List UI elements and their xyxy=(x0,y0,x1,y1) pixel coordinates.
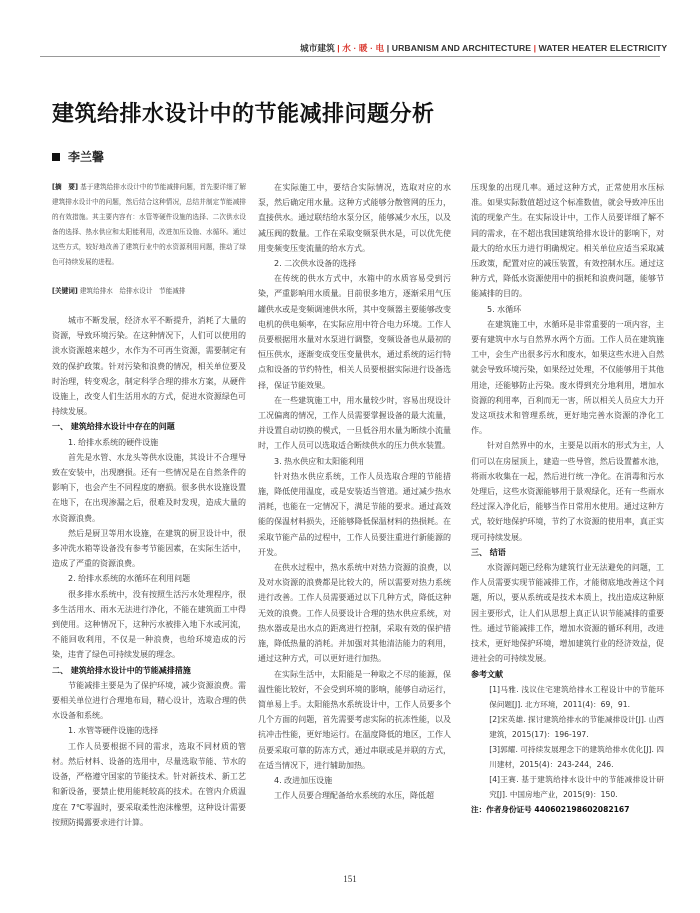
body-paragraph: 节能减排主要是为了保护环境，减少资源浪费。需要相关单位进行合理地布局，精心设计，选取合理的供水设备和系统。 xyxy=(52,680,246,721)
header-english-1: URBANISM AND ARCHITECTURE xyxy=(391,43,532,53)
body-paragraph: 首先是水管、水龙头等供水设施，其设计不合理导致在安装中，出现磨损。还有一些情况是在自然条件的影响下，也会产生不同程度的磨损。很多供水设施设置在地下，在出现渗漏之后，很难及时发现，造成大量的水资源浪费。 xyxy=(52,452,246,523)
subsection-heading: 2. 二次供水设备的选择 xyxy=(274,259,357,269)
keywords-text: 建筑给排水 给排水设计 节能减排 xyxy=(79,287,186,295)
square-bullet-icon xyxy=(52,153,60,161)
body-paragraph: 在建筑施工中，水循环是非常重要的一项内容，主要有建筑中水与自然界水两个方面。工作人员在建筑施工中，会生产出很多污水和废水，如果这些水进入自然就会导致环境污染，如果经过处理，不仅能够用于其他用途，还能够防止污染。废水得到充分地利用，增加水资源的利用率，百利而无一害，所以相关人员应大力开发这项技术和管理系统，更好地完善水资源的净化工作。 xyxy=(471,319,664,436)
body-paragraph: 城市不断发展，经济水平不断提升，消耗了大量的资源，导致环境污染。在这种情况下，人们可以使用的淡水资源越来越少，水作为不可再生资源，需要制定有效的保护政策。针对污染和浪费的情况，相关单位要及时治理，转变观念，制定科学合理的排水方案，从硬件设施上，改变人们生活用水的方式，促进水资源绿色可持续发展。 xyxy=(52,316,246,417)
reference-item: [1]马雅. 浅议住宅建筑给排水工程设计中的节能环保问题[J]. 北方环境，2011(4)：69，91. xyxy=(489,684,664,709)
header-separator: | xyxy=(337,43,340,53)
author-note: 注：作者身份证号 440602198602082167 xyxy=(471,804,630,814)
abstract-label: [摘 要] xyxy=(52,183,78,191)
references-heading: 参考文献 xyxy=(471,669,503,679)
column-3 xyxy=(471,180,664,817)
body-paragraph: 工作人员要根据不同的需求，选取不同材质的管材。然后材料、设备的选用中，尽量选取节能、节水的设备，严格遵守国家的节能技术。针对新技术、新工艺和新设备，要禁止使用能耗较高的技术。在管内介质温度在 7℃零温时，要采取柔性泡沫橡塑，这种设计需要按照防揭露要求进行计算。 xyxy=(52,741,246,827)
author-line xyxy=(52,148,104,165)
author-name: 李兰馨 xyxy=(68,150,105,164)
body-paragraph: 工作人员要合理配备给水系统的水压，降低超 xyxy=(274,791,434,801)
body-paragraph: 然后是厨卫等用水设施，在建筑的厨卫设计中，很多冲洗水箱等设备没有参考节能因素，在实际生活中，造成了严重的资源浪费。 xyxy=(52,528,246,569)
subsection-heading: 3. 热水供应和太阳能利用 xyxy=(274,456,365,466)
keywords xyxy=(52,284,246,299)
subsection-heading: 5. 水循环 xyxy=(487,304,522,314)
column-1-body xyxy=(52,313,246,830)
section-heading: 三、 结语 xyxy=(471,547,506,557)
body-paragraph: 很多排水系统中，没有按照生活污水处理程序，很多生活用水、雨水无法进行净化，不能在建筑面工中得到使用。这种情况下，这种污水被排入地下水或河流，不能回收利用，不仅是一种浪费，也给环境造成的污染，违背了绿色可持续发展的理念。 xyxy=(52,589,246,660)
section-heading: 一、 建筑给排水设计中存在的问题 xyxy=(52,422,175,432)
body-paragraph: 针对热水供应系统，工作人员选取合理的节能措施，降低使用温度，或是安装适当管道。通过减少热水消耗，也能在一定情况下，满足节能的要求。通过高效能的保温材料损失，还能够降低保温材料的热损耗。在采取节能产品的过程中，工作人员要注重进行新能源的开发。 xyxy=(258,471,451,557)
body-paragraph: 在实际生活中，太阳能是一种取之不尽的能源，保温性能比较好，不会受到环境的影响，能够自动运行，简单易上手。太阳能热水系统设计中，工作人员要多个几个方面的问题，首先需要考虑实际的抗冻性能，以及抗冲击性能，更好地运行。在温度降低的地区，工作人员要采取可靠的防冻方式，通过串联或是并联的方式，在适当情况下，进行辅助加热。 xyxy=(258,669,451,770)
body-paragraph: 在供水过程中，热水系统中对热力资源的浪费，以及对水资源的浪费都是比较大的，所以需要对热力系统进行改善。工作人员需要通过以下几种方式，降低这种无效的浪费。工作人员要设计合理的热水供应系统，对热水器或是出水点的距离进行控制，采取有效的保护措施，降低热量的消耗。并加强对其他清洁能力的利用，通过这种方式，可以更好进行加热。 xyxy=(258,563,451,664)
column-2 xyxy=(258,180,451,803)
section-heading: 二、 建筑给排水设计中的节能减排措施 xyxy=(52,665,191,675)
abstract xyxy=(52,180,246,270)
header-section: 城市建筑 xyxy=(300,43,335,53)
column-2-body xyxy=(258,180,451,803)
reference-item: [3]郭耀. 可持续发展理念下的建筑给排水优化[J]. 四川建材，2015(4)：243-244，246. xyxy=(489,744,664,769)
header-english-2: WATER HEATER ELECTRICITY xyxy=(538,43,668,53)
body-paragraph: 在传统的供水方式中，水箱中的水质容易受到污染，严重影响用水质量。目前很多地方，逐渐采用气压罐供水或是变频调速供水所，其中变频器主要能够改变电机的供电频率，在实际应用中符合电力环境。工作人员要根据用水量对水泵进行调整，变频设备也从最初的恒压供水，逐渐变成变压变量供水，通过系统的运行特点和设备的节约特性，相关人员要根据实际进行设备选择，保证节能效果。 xyxy=(258,274,451,390)
header-separator: | xyxy=(386,43,390,53)
subsection-heading: 4. 改进加压设施 xyxy=(274,775,333,785)
column-1 xyxy=(52,180,246,830)
subsection-heading: 1. 给排水系统的硬件设施 xyxy=(68,437,159,447)
abstract-text: 基于建筑给排水设计中的节能减排问题，首先要详细了解建筑排水设计中的问题，然后结合这种情况，总结并制定节能减排的有效措施。其主要内容有：水管等硬件设施的选择、二次供水设备的选择、热水供应和太阳能利用，改进加压设施、水循环。通过这些方式，较好地改善了建筑行业中的水资源利用问题，推动了绿色可持续发展的进程。 xyxy=(52,183,246,266)
body-paragraph: 水资源问题已经称为建筑行业无法避免的问题，工作人员需要实现节能减排工作，才能彻底地改善这个问题，所以，要从系统或是技术本质上，找出造成这种原因主要形式，让人们从思想上真正认识节能减排的重要性。通过节能减排工作，增加水资源的循环利用，改进技术，更好地保护环境，增加建筑行业的经济效益，促进社会的可持续发展。 xyxy=(471,563,664,664)
subsection-heading: 2. 给排水系统的水循环在利用问题 xyxy=(68,574,191,584)
body-paragraph: 在一些建筑施工中，用水量较少时，容易出现设计工况偏离的情况，工作人员需要掌握设备的最大流量，并设置自动切换的模式，一旦低谷用水量为断续小流量时，工作人员可以选取适合断续供水的压力供水装置。 xyxy=(258,395,451,451)
reference-item: [4]王赛. 基于建筑给排水设计中的节能减排设计研究[J]. 中国房地产业，2015(9)：150. xyxy=(489,774,664,799)
body-paragraph: 针对自然界中的水，主要是以雨水的形式为主，人们可以在房屋顶上，建造一些导管，然后设置蓄水池，将雨水收集在一起，然后进行统一净化。在消毒和污水处理后，这些水资源能够用于景观绿化，还有一些雨水经过深入净化后，能够当作日常用水使用。通过这种方式，较好地保护环境，节约了水资源的使用率，真正实现可持续发展。 xyxy=(471,441,664,542)
keywords-label: [关键词] xyxy=(52,287,78,295)
reference-item: [2]宋英雄. 探讨建筑给排水的节能减排设计[J]. 山西建筑，2015(17)：196-197. xyxy=(489,714,664,739)
subsection-heading: 1. 水管等硬件设施的选择 xyxy=(68,726,159,736)
header-divider xyxy=(40,56,660,57)
running-header xyxy=(300,42,668,54)
body-paragraph: 压现象的出现几率。通过这种方式，正常使用水压标准。如果实际数值超过这个标准数值，就会导致冲压出流的现象产生。在实际设计中，工作人员要详细了解不同的需求，在不超出我国建筑给排水设计的影响下，对最大的给水压力进行明确规定。相关单位应适当采取减压政策，配置对应的减压装置，有效控制水压。通过这种方式，降低水资源使用中的损耗和浪费问题，能够节能减排的目的。 xyxy=(471,183,664,299)
body-paragraph: 在实际施工中，要结合实际情况，选取对应的水泵，然后确定用水量。这种方式能够分散管网的压力，直接供水。通过联结给水泵分区，能够减少水压，以及减压阀的数量。工作在采取变频泵供水是，可以优先使用变频变压变流量的给水方式。 xyxy=(258,183,451,253)
column-3-body xyxy=(471,180,664,817)
header-separator: | xyxy=(533,43,537,53)
page-number: 151 xyxy=(343,874,357,884)
header-accent: 水 · 暖 · 电 xyxy=(342,43,385,53)
article-title: 建筑给排水设计中的节能减排问题分析 xyxy=(52,102,435,127)
